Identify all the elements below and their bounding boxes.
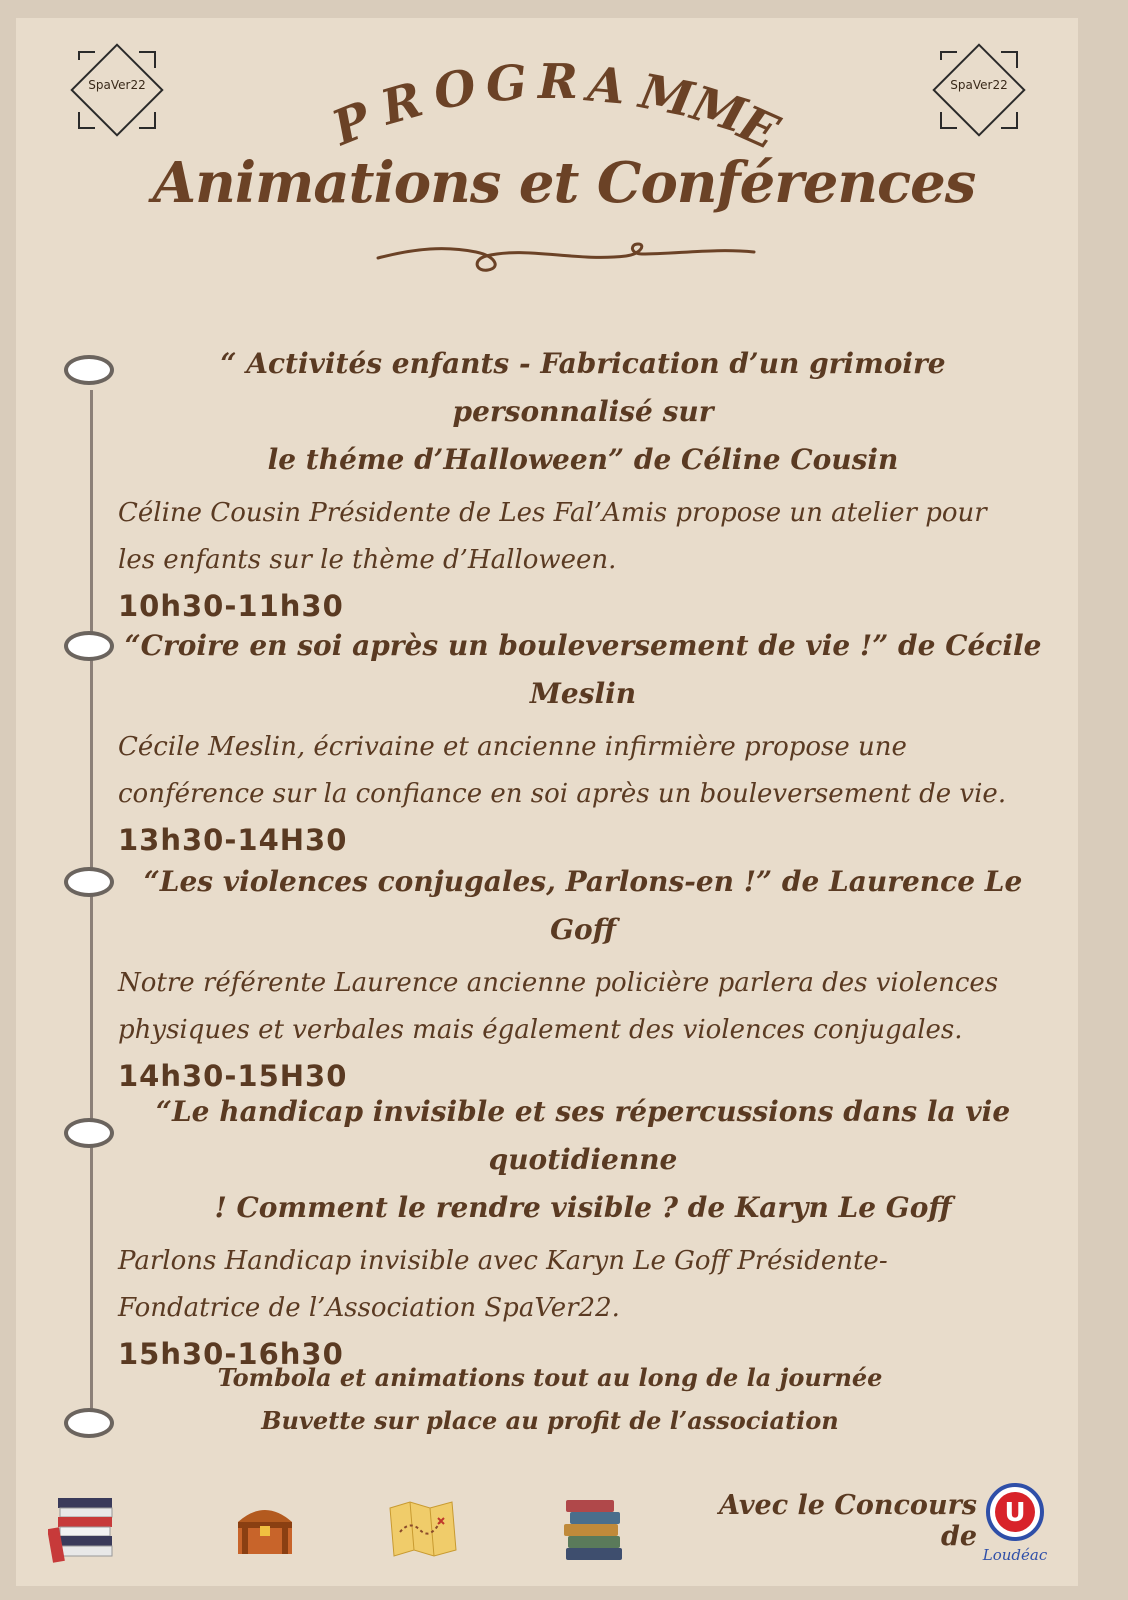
timeline-node bbox=[64, 355, 114, 385]
programme-letter: O bbox=[429, 58, 481, 122]
event-description bbox=[118, 1238, 1048, 1332]
timeline-node bbox=[64, 1118, 114, 1148]
event-title-line: le théme d’Halloween” de Céline Cousin bbox=[267, 443, 899, 476]
event-time: 10h30-11h30 bbox=[118, 589, 344, 623]
event-4 bbox=[118, 1088, 1048, 1376]
event-description bbox=[118, 490, 1048, 584]
spaver22-logo-left bbox=[65, 38, 169, 142]
event-description-line: Fondatrice de l’Association SpaVer22. bbox=[118, 1293, 620, 1323]
event-title bbox=[118, 622, 1048, 718]
event-title-line: “Le handicap invisible et ses répercussions dans la vie quotidienne bbox=[155, 1095, 1011, 1176]
programme-letter: R bbox=[538, 54, 578, 110]
programme-letter: M bbox=[635, 63, 698, 129]
event-time: 15h30-16h30 bbox=[118, 1337, 344, 1371]
event-1 bbox=[118, 340, 1048, 628]
super-u-letter: U bbox=[1004, 1498, 1026, 1528]
spaver22-logo-right bbox=[927, 38, 1031, 142]
timeline-line bbox=[90, 390, 93, 1420]
main-title: Animations et Conférences bbox=[152, 150, 976, 216]
old-books-icon bbox=[558, 1492, 632, 1566]
event-title-line: “ Activités enfants - Fabrication d’un grimoire personnalisé sur bbox=[220, 347, 946, 428]
books-stack-icon bbox=[48, 1492, 122, 1566]
event-description-line: Parlons Handicap invisible avec Karyn Le Goff Présidente- bbox=[118, 1246, 888, 1276]
flourish-divider bbox=[376, 238, 756, 278]
sponsor-text: Avec le Concours de bbox=[718, 1490, 977, 1552]
event-description-line: physiques et verbales mais également des violences conjugales. bbox=[118, 1015, 963, 1045]
timeline-node bbox=[64, 867, 114, 897]
programme-letter: P bbox=[324, 91, 380, 157]
event-description-line: Cécile Meslin, écrivaine et ancienne infirmière propose une bbox=[118, 732, 907, 762]
treasure-chest-icon bbox=[228, 1492, 302, 1566]
event-description-line: Notre référente Laurence ancienne policière parlera des violences bbox=[118, 968, 999, 998]
event-3 bbox=[118, 858, 1048, 1098]
footer-line: Tombola et animations tout au long de la journée bbox=[217, 1363, 883, 1392]
programme-letter: E bbox=[730, 94, 787, 162]
event-title-line: ! Comment le rendre visible ? de Karyn Le Goff bbox=[214, 1191, 952, 1224]
programme-letter: R bbox=[375, 71, 429, 137]
event-description bbox=[118, 724, 1048, 818]
event-2 bbox=[118, 622, 1048, 862]
programme-heading bbox=[324, 54, 800, 162]
event-time: 13h30-14H30 bbox=[118, 823, 348, 857]
event-title bbox=[118, 340, 1048, 484]
event-title-line: “Les violences conjugales, Parlons-en !” de Laurence Le Goff bbox=[143, 865, 1023, 946]
event-description-line: Céline Cousin Présidente de Les Fal’Amis propose un atelier pour bbox=[118, 498, 987, 528]
sponsor-city: Loudéac bbox=[982, 1546, 1048, 1564]
logo-text: SpaVer22 bbox=[950, 78, 1008, 92]
event-description-line: les enfants sur le thème d’Halloween. bbox=[118, 545, 617, 575]
event-title bbox=[118, 1088, 1048, 1232]
timeline-node bbox=[64, 1408, 114, 1438]
programme-letter: M bbox=[684, 75, 753, 145]
programme-letter: G bbox=[484, 54, 529, 114]
programme-letter: A bbox=[585, 56, 628, 116]
treasure-map-icon bbox=[386, 1492, 460, 1566]
event-description bbox=[118, 960, 1048, 1054]
event-title bbox=[118, 858, 1048, 954]
footer-notes bbox=[200, 1356, 900, 1442]
super-u-logo bbox=[984, 1482, 1046, 1542]
footer-line: Buvette sur place au profit de l’association bbox=[261, 1406, 839, 1435]
event-description-line: conférence sur la confiance en soi après un bouleversement de vie. bbox=[118, 779, 1007, 809]
event-title-line: “Croire en soi après un bouleversement de vie !” de Cécile Meslin bbox=[124, 629, 1042, 710]
event-time: 14h30-15H30 bbox=[118, 1059, 348, 1093]
logo-text: SpaVer22 bbox=[88, 78, 146, 92]
timeline-node bbox=[64, 631, 114, 661]
